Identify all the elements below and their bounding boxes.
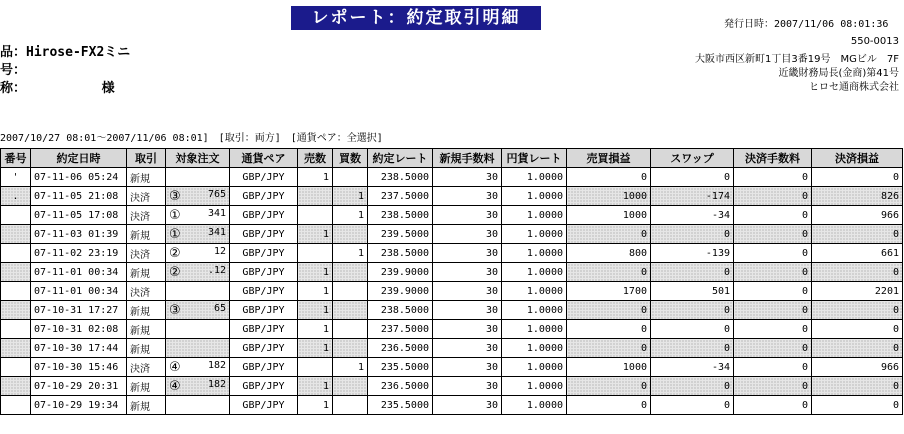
cell-sfee: 0: [734, 301, 812, 320]
cell-fee: 30: [433, 244, 502, 263]
cell-no: .: [1, 187, 31, 206]
cell-fee: 30: [433, 358, 502, 377]
cell-sfee: 0: [734, 244, 812, 263]
account-number-line: 号：: [0, 63, 27, 78]
cell-jpy: 1.0000: [502, 377, 567, 396]
column-header: 約定レート: [368, 149, 433, 168]
report-title: レポート：約定取引明細: [291, 6, 541, 30]
table-row: [1, 396, 903, 415]
cell-sfee: 0: [734, 187, 812, 206]
column-header: 約定日時: [31, 149, 127, 168]
cell-jpy: 1.0000: [502, 206, 567, 225]
cell-rate: 237.5000: [368, 187, 433, 206]
cell-spl: 826: [812, 187, 903, 206]
cell-rate: 238.5000: [368, 168, 433, 187]
trade-table: [0, 148, 903, 415]
cell-swap: 0: [651, 263, 734, 282]
cell-rate: 236.5000: [368, 339, 433, 358]
column-header: 買数: [333, 149, 368, 168]
column-header: スワップ: [651, 149, 734, 168]
cell-swap: 0: [651, 301, 734, 320]
cell-pair: GBP/JPY: [230, 377, 298, 396]
cell-jpy: 1.0000: [502, 320, 567, 339]
cell-jpy: 1.0000: [502, 263, 567, 282]
cell-fee: 30: [433, 263, 502, 282]
column-header: 売買損益: [567, 149, 651, 168]
table-row: [1, 168, 903, 187]
table-row: [1, 320, 903, 339]
cell-pl: 0: [567, 263, 651, 282]
cell-date: 07-10-29 19:34: [31, 396, 127, 415]
cell-fee: 30: [433, 339, 502, 358]
order-number: 765: [207, 188, 226, 200]
cell-kind: 決済: [127, 244, 166, 263]
cell-target: [166, 187, 230, 206]
cell-fee: 30: [433, 187, 502, 206]
client-name-suffix: 様: [101, 81, 115, 96]
cell-swap: -34: [651, 358, 734, 377]
cell-buy: [333, 263, 368, 282]
cell-date: 07-11-05 21:08: [31, 187, 127, 206]
cell-jpy: 1.0000: [502, 396, 567, 415]
cell-target: [166, 377, 230, 396]
cell-pl: 0: [567, 396, 651, 415]
cell-spl: 2201: [812, 282, 903, 301]
cell-pair: GBP/JPY: [230, 225, 298, 244]
cell-rate: 236.5000: [368, 377, 433, 396]
order-circle-marker: ③: [169, 188, 181, 204]
cell-no: [1, 263, 31, 282]
cell-date: 07-11-02 23:19: [31, 244, 127, 263]
cell-sfee: 0: [734, 263, 812, 282]
cell-no: [1, 282, 31, 301]
cell-kind: 決済: [127, 187, 166, 206]
cell-buy: [333, 282, 368, 301]
cell-pair: GBP/JPY: [230, 339, 298, 358]
cell-buy: 1: [333, 244, 368, 263]
cell-sell: 1: [298, 168, 333, 187]
cell-buy: 1: [333, 187, 368, 206]
cell-buy: 1: [333, 358, 368, 377]
cell-spl: 0: [812, 396, 903, 415]
cell-no: [1, 301, 31, 320]
order-number: 12: [213, 245, 226, 257]
cell-buy: [333, 396, 368, 415]
cell-sfee: 0: [734, 282, 812, 301]
column-header: 通貨ペア: [230, 149, 298, 168]
cell-sell: [298, 358, 333, 377]
cell-date: 07-11-01 00:34: [31, 263, 127, 282]
cell-swap: 0: [651, 396, 734, 415]
order-circle-marker: ①: [169, 226, 181, 242]
cell-sfee: 0: [734, 396, 812, 415]
cell-spl: 0: [812, 263, 903, 282]
cell-date: 07-11-03 01:39: [31, 225, 127, 244]
cell-pl: 0: [567, 301, 651, 320]
cell-fee: 30: [433, 320, 502, 339]
cell-target: [166, 168, 230, 187]
cell-spl: 0: [812, 301, 903, 320]
cell-sfee: 0: [734, 358, 812, 377]
client-name-label: 称：: [0, 81, 27, 96]
company-registration: 近畿財務局長(金商)第41号: [778, 68, 899, 79]
column-header: 対象注文: [166, 149, 230, 168]
table-row: [1, 377, 903, 396]
company-address: 大阪市西区新町1丁目3番19号 MGビル 7F: [695, 54, 899, 65]
cell-pair: GBP/JPY: [230, 244, 298, 263]
cell-date: 07-11-05 17:08: [31, 206, 127, 225]
cell-rate: 239.9000: [368, 263, 433, 282]
cell-date: 07-10-31 17:27: [31, 301, 127, 320]
cell-buy: [333, 301, 368, 320]
order-number: .12: [207, 264, 226, 276]
cell-pair: GBP/JPY: [230, 320, 298, 339]
cell-kind: 決済: [127, 206, 166, 225]
cell-kind: 新規: [127, 301, 166, 320]
cell-pl: 0: [567, 377, 651, 396]
cell-buy: [333, 168, 368, 187]
cell-buy: [333, 225, 368, 244]
filter-period: 2007/10/27 08:01～2007/11/06 08:01] [取引：両方] [通貨ペア：全選択]: [0, 133, 383, 144]
cell-pair: GBP/JPY: [230, 187, 298, 206]
cell-pair: GBP/JPY: [230, 206, 298, 225]
cell-no: ': [1, 168, 31, 187]
cell-pl: 1000: [567, 206, 651, 225]
cell-rate: 239.9000: [368, 282, 433, 301]
cell-rate: 238.5000: [368, 206, 433, 225]
cell-kind: 新規: [127, 339, 166, 358]
cell-swap: 0: [651, 339, 734, 358]
order-number: 182: [207, 378, 226, 390]
table-row: [1, 301, 903, 320]
cell-jpy: 1.0000: [502, 301, 567, 320]
cell-sell: 1: [298, 225, 333, 244]
cell-swap: 0: [651, 168, 734, 187]
cell-rate: 237.5000: [368, 320, 433, 339]
cell-fee: 30: [433, 377, 502, 396]
product-line: 品：Hirose-FX2ミニ: [0, 45, 131, 60]
cell-target: [166, 282, 230, 301]
cell-pl: 1700: [567, 282, 651, 301]
table-row: [1, 358, 903, 377]
cell-jpy: 1.0000: [502, 282, 567, 301]
cell-pair: GBP/JPY: [230, 396, 298, 415]
column-header: 番号: [1, 149, 31, 168]
cell-date: 07-11-06 05:24: [31, 168, 127, 187]
cell-swap: 501: [651, 282, 734, 301]
cell-target: [166, 358, 230, 377]
cell-jpy: 1.0000: [502, 358, 567, 377]
cell-rate: 239.5000: [368, 225, 433, 244]
cell-no: [1, 377, 31, 396]
cell-jpy: 1.0000: [502, 339, 567, 358]
cell-kind: 新規: [127, 168, 166, 187]
cell-swap: -34: [651, 206, 734, 225]
cell-sell: 1: [298, 339, 333, 358]
cell-spl: 0: [812, 339, 903, 358]
cell-fee: 30: [433, 396, 502, 415]
cell-date: 07-10-30 15:46: [31, 358, 127, 377]
cell-kind: 決済: [127, 358, 166, 377]
cell-rate: 235.5000: [368, 358, 433, 377]
order-number: 182: [207, 359, 226, 371]
cell-sfee: 0: [734, 206, 812, 225]
company-name: ヒロセ通商株式会社: [809, 82, 899, 93]
cell-swap: 0: [651, 225, 734, 244]
cell-target: [166, 263, 230, 282]
cell-sell: 1: [298, 396, 333, 415]
cell-sell: 1: [298, 301, 333, 320]
cell-sell: 1: [298, 263, 333, 282]
cell-target: [166, 301, 230, 320]
cell-spl: 0: [812, 320, 903, 339]
cell-no: [1, 358, 31, 377]
cell-pair: GBP/JPY: [230, 168, 298, 187]
cell-sell: 1: [298, 282, 333, 301]
cell-sfee: 0: [734, 225, 812, 244]
cell-pair: GBP/JPY: [230, 263, 298, 282]
cell-jpy: 1.0000: [502, 168, 567, 187]
cell-spl: 966: [812, 206, 903, 225]
cell-rate: 235.5000: [368, 396, 433, 415]
column-header: 取引: [127, 149, 166, 168]
cell-pl: 1000: [567, 358, 651, 377]
cell-rate: 238.5000: [368, 301, 433, 320]
cell-pl: 0: [567, 225, 651, 244]
cell-kind: 新規: [127, 225, 166, 244]
cell-kind: 新規: [127, 377, 166, 396]
table-row: [1, 282, 903, 301]
cell-sell: [298, 206, 333, 225]
cell-pl: 800: [567, 244, 651, 263]
cell-target: [166, 320, 230, 339]
cell-spl: 0: [812, 168, 903, 187]
cell-jpy: 1.0000: [502, 225, 567, 244]
cell-no: [1, 225, 31, 244]
cell-pair: GBP/JPY: [230, 358, 298, 377]
order-circle-marker: ④: [169, 378, 181, 394]
table-row: [1, 187, 903, 206]
cell-buy: [333, 339, 368, 358]
cell-date: 07-10-31 02:08: [31, 320, 127, 339]
issued-datetime: 発行日時：2007/11/06 08:01:36: [724, 19, 889, 30]
cell-no: [1, 244, 31, 263]
cell-swap: -174: [651, 187, 734, 206]
column-header: 売数: [298, 149, 333, 168]
cell-pl: 0: [567, 339, 651, 358]
cell-pl: 0: [567, 320, 651, 339]
column-header: 円貨レート: [502, 149, 567, 168]
cell-pl: 0: [567, 168, 651, 187]
cell-kind: 新規: [127, 320, 166, 339]
column-header: 決済手数料: [734, 149, 812, 168]
cell-swap: 0: [651, 377, 734, 396]
order-circle-marker: ④: [169, 359, 181, 375]
cell-swap: 0: [651, 320, 734, 339]
order-number: 341: [207, 207, 226, 219]
order-circle-marker: ②: [169, 245, 181, 261]
cell-rate: 238.5000: [368, 244, 433, 263]
cell-sfee: 0: [734, 320, 812, 339]
cell-no: [1, 206, 31, 225]
order-number: 65: [213, 302, 226, 314]
cell-date: 07-11-01 00:34: [31, 282, 127, 301]
column-header: 新規手数料: [433, 149, 502, 168]
cell-no: [1, 339, 31, 358]
cell-sell: [298, 187, 333, 206]
cell-kind: 新規: [127, 263, 166, 282]
cell-target: [166, 339, 230, 358]
cell-target: [166, 244, 230, 263]
cell-fee: 30: [433, 301, 502, 320]
column-header: 決済損益: [812, 149, 903, 168]
cell-pl: 1000: [567, 187, 651, 206]
cell-jpy: 1.0000: [502, 244, 567, 263]
cell-date: 07-10-30 17:44: [31, 339, 127, 358]
cell-sfee: 0: [734, 377, 812, 396]
cell-buy: [333, 320, 368, 339]
client-name-line: [0, 77, 115, 96]
table-row: [1, 206, 903, 225]
cell-spl: 0: [812, 377, 903, 396]
cell-pair: GBP/JPY: [230, 301, 298, 320]
table-header-row: [1, 149, 903, 168]
cell-buy: 1: [333, 206, 368, 225]
order-circle-marker: ③: [169, 302, 181, 318]
cell-target: [166, 396, 230, 415]
cell-fee: 30: [433, 282, 502, 301]
cell-buy: [333, 377, 368, 396]
cell-spl: 661: [812, 244, 903, 263]
cell-no: [1, 396, 31, 415]
cell-spl: 0: [812, 225, 903, 244]
cell-swap: -139: [651, 244, 734, 263]
cell-kind: 新規: [127, 396, 166, 415]
table-body: [1, 168, 903, 415]
cell-date: 07-10-29 20:31: [31, 377, 127, 396]
cell-fee: 30: [433, 168, 502, 187]
cell-spl: 966: [812, 358, 903, 377]
table-row: [1, 339, 903, 358]
cell-sfee: 0: [734, 168, 812, 187]
table-row: [1, 263, 903, 282]
table-row: [1, 225, 903, 244]
cell-jpy: 1.0000: [502, 187, 567, 206]
order-circle-marker: ②: [169, 264, 181, 280]
cell-sfee: 0: [734, 339, 812, 358]
order-number: 341: [207, 226, 226, 238]
cell-sell: 1: [298, 377, 333, 396]
cell-sell: 1: [298, 320, 333, 339]
cell-target: [166, 206, 230, 225]
cell-pair: GBP/JPY: [230, 282, 298, 301]
cell-fee: 30: [433, 206, 502, 225]
cell-sell: [298, 244, 333, 263]
order-circle-marker: ①: [169, 207, 181, 223]
company-postal: 550-0013: [850, 36, 899, 47]
cell-fee: 30: [433, 225, 502, 244]
cell-target: [166, 225, 230, 244]
cell-kind: 決済: [127, 282, 166, 301]
table-row: [1, 244, 903, 263]
cell-no: [1, 320, 31, 339]
